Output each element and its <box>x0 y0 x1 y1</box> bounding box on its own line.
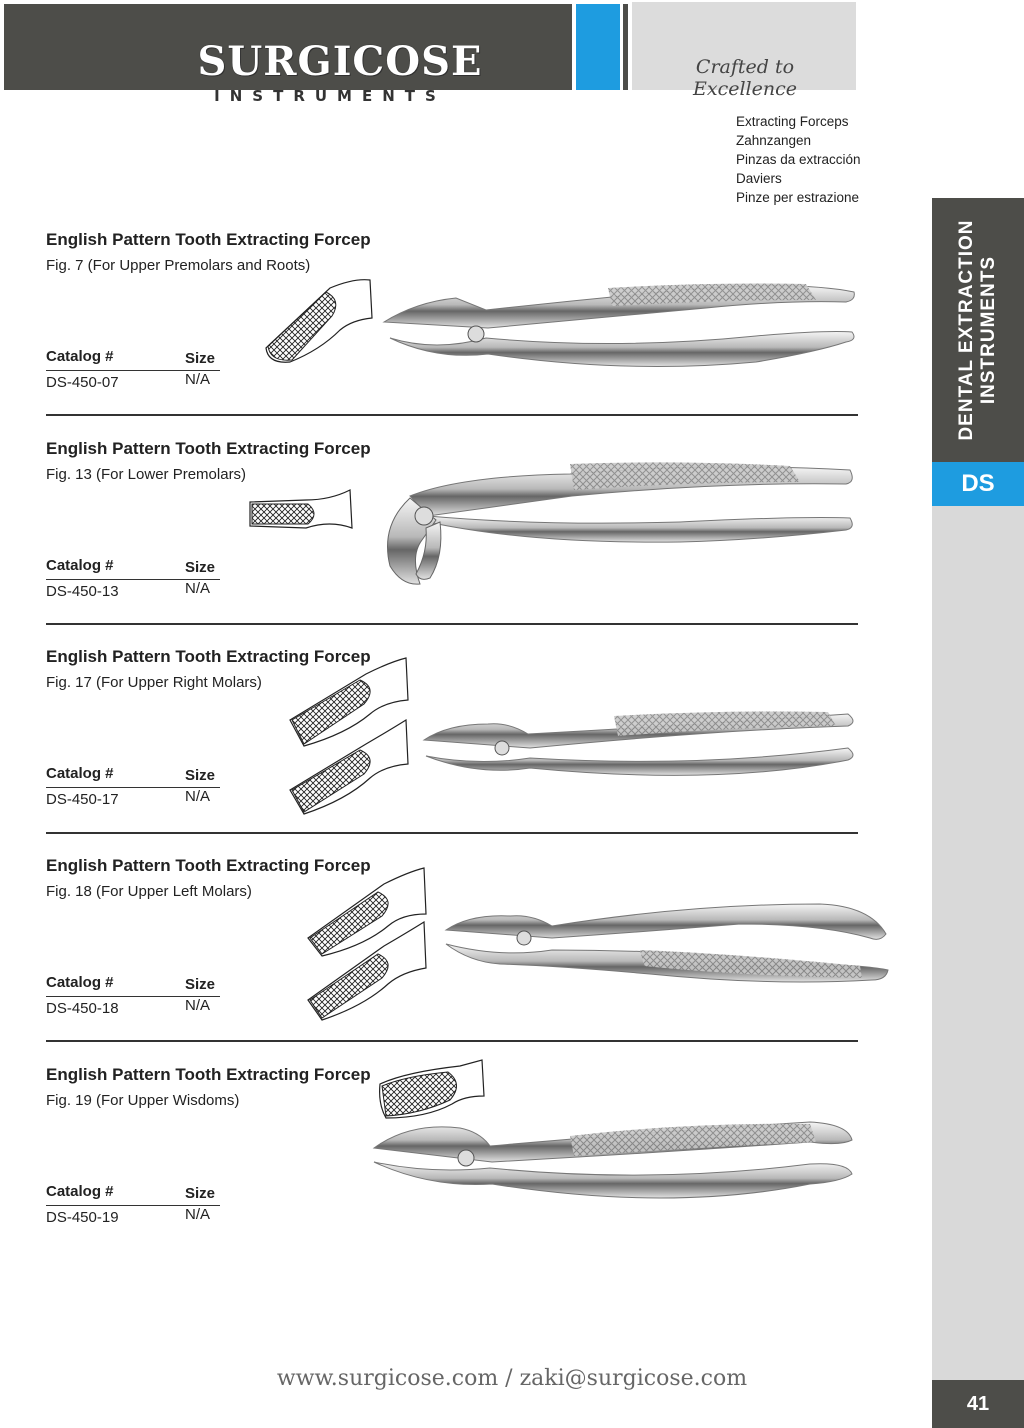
catalog-label: Catalog # <box>46 557 114 574</box>
size-label: Size <box>185 559 216 576</box>
size-label: Size <box>185 1185 216 1202</box>
forcep-image <box>376 280 858 376</box>
catalog-number: DS-450-13 <box>46 583 119 600</box>
size-value: N/A <box>185 788 211 805</box>
product-figure-note: Fig. 19 (For Upper Wisdoms) <box>46 1092 240 1109</box>
section-divider <box>46 832 858 834</box>
language-item: Pinze per estrazione <box>736 190 860 205</box>
brand-subtitle: INSTRUMENTS <box>214 87 446 105</box>
sidebar-title-line2: INSTRUMENTS <box>978 255 999 405</box>
catalog-number: DS-450-18 <box>46 1000 119 1017</box>
product-title: English Pattern Tooth Extracting Forcep <box>46 230 371 249</box>
section-divider <box>46 1040 858 1042</box>
section-code-badge: DS <box>932 462 1024 506</box>
language-list <box>736 112 861 207</box>
catalog-number: DS-450-19 <box>46 1209 119 1226</box>
size-value: N/A <box>185 997 211 1014</box>
catalog-number: DS-450-17 <box>46 791 119 808</box>
product-figure-note: Fig. 17 (For Upper Right Molars) <box>46 674 262 691</box>
beak-detail-diagram <box>262 278 376 364</box>
forcep-image <box>418 706 858 792</box>
product-figure-note: Fig. 13 (For Lower Premolars) <box>46 466 247 483</box>
product-title: English Pattern Tooth Extracting Forcep <box>46 647 371 666</box>
size-value: N/A <box>185 371 211 388</box>
forcep-image <box>440 894 890 990</box>
brand-tagline: Crafted to Excellence <box>693 56 797 100</box>
size-value: N/A <box>185 580 211 597</box>
size-label: Size <box>185 976 216 993</box>
header-accent-separator <box>623 4 628 90</box>
beak-detail-diagram <box>286 654 412 818</box>
section-divider <box>46 623 858 625</box>
language-item: Pinzas da extracción <box>736 152 861 167</box>
sidebar-section-title <box>956 200 1000 460</box>
product-title: English Pattern Tooth Extracting Forcep <box>46 1065 371 1084</box>
product-title: English Pattern Tooth Extracting Forcep <box>46 439 371 458</box>
forcep-image <box>370 1112 854 1216</box>
beak-detail-diagram <box>246 488 356 538</box>
brand-logo: SURGICOSE <box>197 38 483 85</box>
sidebar-title-line1: DENTAL EXTRACTION <box>956 219 977 441</box>
size-value: N/A <box>185 1206 211 1223</box>
footer-contact: www.surgicose.com / zaki@surgicose.com <box>276 1366 748 1391</box>
header-accent-blue <box>576 4 620 90</box>
size-label: Size <box>185 767 216 784</box>
language-item: Zahnzangen <box>736 133 812 148</box>
product-title: English Pattern Tooth Extracting Forcep <box>46 856 371 875</box>
language-item: Extracting Forceps <box>736 114 849 129</box>
product-figure-note: Fig. 18 (For Upper Left Molars) <box>46 883 252 900</box>
beak-detail-diagram <box>304 864 430 1024</box>
size-label: Size <box>185 350 216 367</box>
product-figure-note: Fig. 7 (For Upper Premolars and Roots) <box>46 257 311 274</box>
catalog-number: DS-450-07 <box>46 374 119 391</box>
catalog-label: Catalog # <box>46 1183 114 1200</box>
catalog-label: Catalog # <box>46 765 114 782</box>
forcep-image <box>380 456 858 592</box>
section-divider <box>46 414 858 416</box>
language-item: Daviers <box>736 171 782 186</box>
catalog-label: Catalog # <box>46 974 114 991</box>
catalog-label: Catalog # <box>46 348 114 365</box>
page-number: 41 <box>932 1380 1024 1428</box>
